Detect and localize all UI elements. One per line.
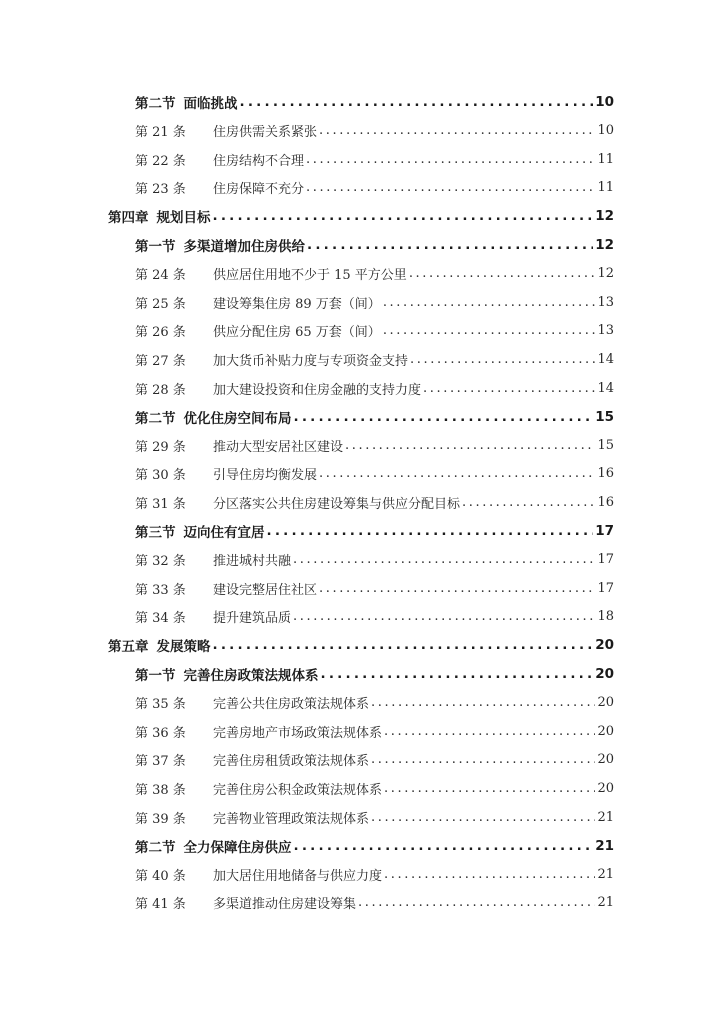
dot-leader: [384, 724, 595, 739]
toc-entry-page: 14: [597, 380, 614, 396]
toc-entry-title: 建设筹集住房 89 万套（间）: [213, 296, 381, 312]
toc-entry-title: 面临挑战: [183, 96, 238, 112]
dot-leader: [213, 208, 594, 224]
toc-entry-25[interactable]: [135, 803, 614, 831]
toc-entry-title: 建设完整居住社区: [213, 582, 318, 598]
toc-entry-19[interactable]: [108, 631, 614, 659]
toc-entry-title: 完善房地产市场政策法规体系: [213, 725, 383, 741]
toc-entry-title: 分区落实公共住房建设筹集与供应分配目标: [213, 496, 461, 512]
dot-leader: [371, 810, 595, 825]
toc-entry-number: 第二节: [135, 410, 176, 427]
toc-entry-page: 17: [595, 523, 614, 539]
toc-entry-title: 完善公共住房政策法规体系: [213, 697, 370, 713]
toc-entry-page: 20: [595, 637, 614, 654]
toc-entry-title: 加大货币补贴力度与专项资金支持: [213, 353, 409, 369]
toc-entry-number: 第 27 条: [135, 353, 186, 369]
dot-leader: [240, 94, 594, 110]
toc-entry-number: 第 28 条: [135, 382, 186, 398]
toc-entry-title: 供应分配住房 65 万套（间）: [213, 325, 381, 341]
toc-entry-page: 20: [595, 666, 614, 682]
toc-entry-page: 15: [597, 437, 614, 453]
toc-entry-22[interactable]: [135, 717, 614, 745]
toc-entry-page: 12: [597, 266, 614, 282]
toc-entry-12[interactable]: [135, 431, 614, 459]
toc-entry-13[interactable]: [135, 460, 614, 488]
dot-leader: [345, 438, 595, 453]
toc-entry-number: 第 23 条: [135, 182, 186, 198]
toc-entry-page: 15: [595, 408, 614, 425]
dot-leader: [306, 180, 595, 195]
toc-entry-title: 多渠道推动住房建设筹集: [213, 897, 357, 913]
dot-leader: [293, 552, 595, 567]
dot-leader: [319, 466, 595, 481]
toc-entry-number: 第 32 条: [135, 554, 186, 570]
dot-leader: [293, 609, 595, 624]
toc-entry-title: 完善住房租赁政策法规体系: [213, 754, 370, 770]
dot-leader: [384, 867, 595, 882]
toc-entry-2[interactable]: [135, 145, 614, 173]
dot-leader: [319, 123, 595, 138]
toc-entry-page: 20: [597, 752, 614, 768]
dot-leader: [371, 752, 595, 767]
toc-entry-number: 第 31 条: [135, 496, 186, 512]
dot-leader: [409, 266, 596, 281]
toc-entry-20[interactable]: [135, 660, 614, 688]
toc-entry-page: 17: [597, 580, 614, 596]
dot-leader: [267, 523, 594, 539]
toc-entry-page: 14: [597, 351, 614, 367]
toc-entry-27[interactable]: [135, 860, 614, 888]
dot-leader: [383, 323, 596, 338]
toc-entry-title: 迈向住有宜居: [183, 525, 265, 541]
dot-leader: [462, 495, 595, 510]
dot-leader: [321, 666, 594, 682]
toc-entry-title: 提升建筑品质: [213, 611, 292, 627]
toc-entry-7[interactable]: [135, 288, 614, 316]
toc-entry-4[interactable]: [108, 202, 614, 230]
toc-entry-number: 第 40 条: [135, 868, 186, 884]
dot-leader: [213, 637, 594, 653]
toc-entry-number: 第四章: [108, 210, 149, 227]
dot-leader: [410, 352, 595, 367]
toc-entry-26[interactable]: [135, 832, 614, 860]
dot-leader: [371, 695, 595, 710]
toc-entry-9[interactable]: [135, 345, 614, 373]
toc-entry-3[interactable]: [135, 174, 614, 202]
toc-entry-title: 住房结构不合理: [213, 153, 305, 169]
toc-entry-page: 20: [597, 780, 614, 796]
toc-entry-title: 推进城村共融: [213, 554, 292, 570]
dot-leader: [384, 781, 595, 796]
toc-entry-title: 规划目标: [156, 210, 211, 227]
dot-leader: [319, 581, 595, 596]
dot-leader: [423, 381, 595, 396]
toc-entry-15[interactable]: [135, 517, 614, 545]
toc-entry-title: 全力保障住房供应: [183, 839, 292, 856]
toc-entry-title: 引导住房均衡发展: [213, 468, 318, 484]
toc-entry-page: 11: [597, 180, 614, 196]
toc-entry-page: 16: [597, 494, 614, 510]
toc-entry-number: 第 21 条: [135, 125, 186, 141]
toc-entry-number: 第 22 条: [135, 153, 186, 169]
toc-entry-number: 第 24 条: [135, 268, 186, 284]
toc-entry-title: 住房保障不充分: [213, 182, 305, 198]
toc-entry-8[interactable]: [135, 317, 614, 345]
toc-entry-17[interactable]: [135, 574, 614, 602]
toc-entry-6[interactable]: [135, 260, 614, 288]
dot-leader: [294, 409, 594, 425]
toc-entry-number: 第 33 条: [135, 582, 186, 598]
toc-entry-18[interactable]: [135, 603, 614, 631]
toc-entry-page: 10: [595, 94, 614, 110]
toc-entry-page: 16: [597, 466, 614, 482]
toc-entry-page: 21: [597, 866, 614, 882]
toc-entry-number: 第 41 条: [135, 897, 186, 913]
toc-entry-0[interactable]: [135, 88, 614, 116]
dot-leader: [383, 295, 596, 310]
toc-entry-page: 13: [597, 294, 614, 310]
toc-entry-number: 第 37 条: [135, 754, 186, 770]
toc-entry-page: 20: [597, 695, 614, 711]
toc-entry-title: 供应居住用地不少于 15 平方公里: [213, 268, 407, 284]
toc-entry-number: 第三节: [135, 525, 176, 541]
toc-entry-page: 13: [597, 323, 614, 339]
toc-entry-number: 第二节: [135, 96, 176, 112]
toc-entry-14[interactable]: [135, 488, 614, 516]
toc-entry-21[interactable]: [135, 689, 614, 717]
toc-entry-title: 完善住房政策法规体系: [183, 668, 319, 684]
dot-leader: [358, 895, 595, 910]
toc-entry-number: 第 34 条: [135, 611, 186, 627]
toc-entry-11[interactable]: [135, 403, 614, 431]
toc-entry-title: 多渠道增加住房供给: [183, 239, 305, 255]
toc-entry-page: 17: [597, 552, 614, 568]
toc-entry-page: 10: [597, 123, 614, 139]
toc-entry-number: 第 35 条: [135, 697, 186, 713]
toc-entry-number: 第 25 条: [135, 296, 186, 312]
toc-entry-title: 住房供需关系紧张: [213, 125, 318, 141]
toc-entry-number: 第 36 条: [135, 725, 186, 741]
toc-entry-16[interactable]: [135, 546, 614, 574]
toc-entry-title: 优化住房空间布局: [183, 410, 292, 427]
toc-entry-number: 第一节: [135, 668, 176, 684]
dot-leader: [307, 237, 593, 253]
toc-entry-title: 完善物业管理政策法规体系: [213, 811, 370, 827]
toc-entry-page: 20: [597, 723, 614, 739]
toc-entry-number: 第 39 条: [135, 811, 186, 827]
toc-entry-title: 加大建设投资和住房金融的支持力度: [213, 382, 422, 398]
toc-entry-page: 12: [595, 237, 614, 253]
toc-entry-number: 第二节: [135, 839, 176, 856]
toc-entry-number: 第 29 条: [135, 439, 186, 455]
toc-entry-title: 完善住房公积金政策法规体系: [213, 782, 383, 798]
toc-entry-number: 第 30 条: [135, 468, 186, 484]
toc-entry-number: 第 26 条: [135, 325, 186, 341]
toc-entry-page: 18: [597, 609, 614, 625]
toc-entry-1[interactable]: [135, 117, 614, 145]
toc-entry-title: 推动大型安居社区建设: [213, 439, 344, 455]
toc-entry-page: 21: [597, 895, 614, 911]
dot-leader: [306, 152, 595, 167]
toc-entry-number: 第五章: [108, 639, 149, 656]
toc-entry-title: 发展策略: [156, 639, 211, 656]
toc-entry-page: 21: [597, 809, 614, 825]
toc-entry-5[interactable]: [135, 231, 614, 259]
toc-entry-title: 加大居住用地储备与供应力度: [213, 868, 383, 884]
toc-entry-number: 第一节: [135, 239, 176, 255]
dot-leader: [294, 838, 594, 854]
toc-entry-page: 12: [595, 208, 614, 225]
toc-entry-24[interactable]: [135, 774, 614, 802]
toc-entry-number: 第 38 条: [135, 782, 186, 798]
toc-entry-page: 11: [597, 151, 614, 167]
toc-entry-28[interactable]: [135, 889, 614, 917]
toc-entry-page: 21: [595, 837, 614, 854]
toc-entry-23[interactable]: [135, 746, 614, 774]
toc-entry-10[interactable]: [135, 374, 614, 402]
